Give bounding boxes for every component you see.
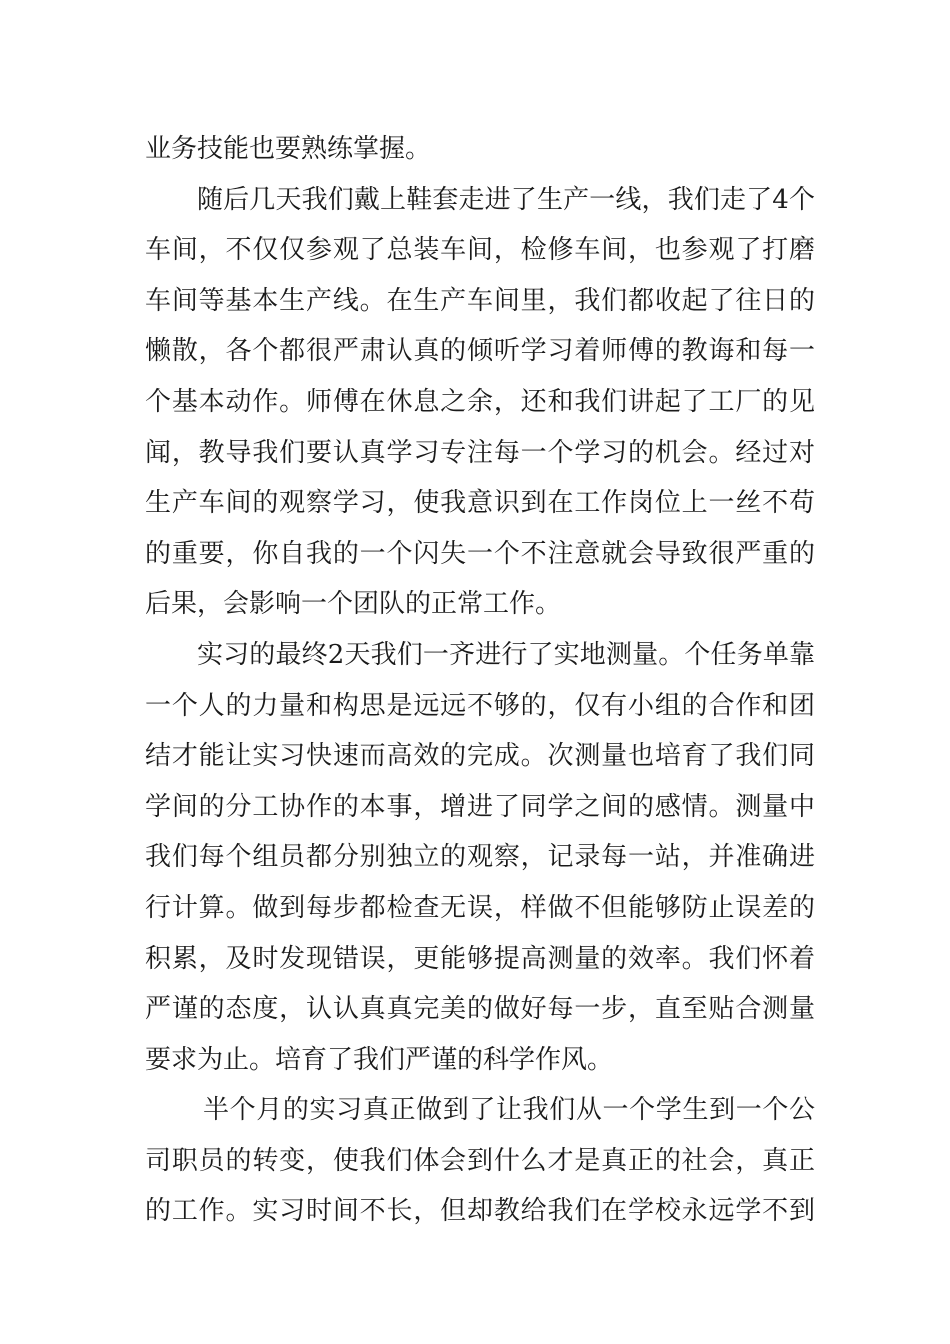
text-line: 的工作。实习时间不长，但却教给我们在学校永远学不到: [145, 1196, 815, 1227]
text-line: 积累，及时发现错误，更能够提高测量的效率。我们怀着: [145, 943, 815, 974]
text-line: 业务技能也要熟练掌握。: [145, 134, 432, 164]
text-line: 一个人的力量和构思是远远不够的，仅有小组的合作和团: [145, 690, 815, 721]
paragraph-first-line: 实习的最终2天我们一齐进行了实地测量。个任务单靠: [197, 639, 815, 670]
text-line: 要求为止。培育了我们严谨的科学作风。: [145, 1044, 614, 1075]
body-text: [145, 124, 815, 1237]
text-line: 闻，教导我们要认真学习专注每一个学习的机会。经过对: [145, 437, 815, 468]
text-line: 懒散，各个都很严肃认真的倾听学习着师傅的教诲和每一: [145, 336, 815, 367]
paragraph-first-line: 半个月的实习真正做到了让我们从一个学生到一个公: [203, 1095, 815, 1126]
text-line: 严谨的态度，认认真真完美的做好每一步，直至贴合测量: [145, 994, 815, 1025]
text-line: 我们每个组员都分别独立的观察，记录每一站，并准确进: [145, 842, 815, 873]
text-line: 行计算。做到每步都检查无误，样做不但能够防止误差的: [145, 892, 815, 923]
text-line: 生产车间的观察学习，使我意识到在工作岗位上一丝不苟: [145, 488, 815, 519]
text-line: 学间的分工协作的本事，增进了同学之间的感情。测量中: [145, 791, 815, 822]
text-line: 个基本动作。师傅在休息之余，还和我们讲起了工厂的见: [145, 386, 815, 417]
text-line: 的重要，你自我的一个闪失一个不注意就会导致很严重的: [145, 538, 815, 569]
paragraph-first-line: 随后几天我们戴上鞋套走进了生产一线，我们走了4个: [197, 184, 815, 215]
text-line: 结才能让实习快速而高效的完成。次测量也培育了我们同: [145, 741, 815, 772]
text-line: 后果，会影响一个团队的正常工作。: [145, 589, 562, 620]
text-line: 车间，不仅仅参观了总装车间，检修车间，也参观了打磨: [145, 235, 815, 266]
text-line: 车间等基本生产线。在生产车间里，我们都收起了往日的: [145, 285, 815, 316]
text-line: 司职员的转变，使我们体会到什么才是真正的社会，真正: [145, 1145, 815, 1176]
